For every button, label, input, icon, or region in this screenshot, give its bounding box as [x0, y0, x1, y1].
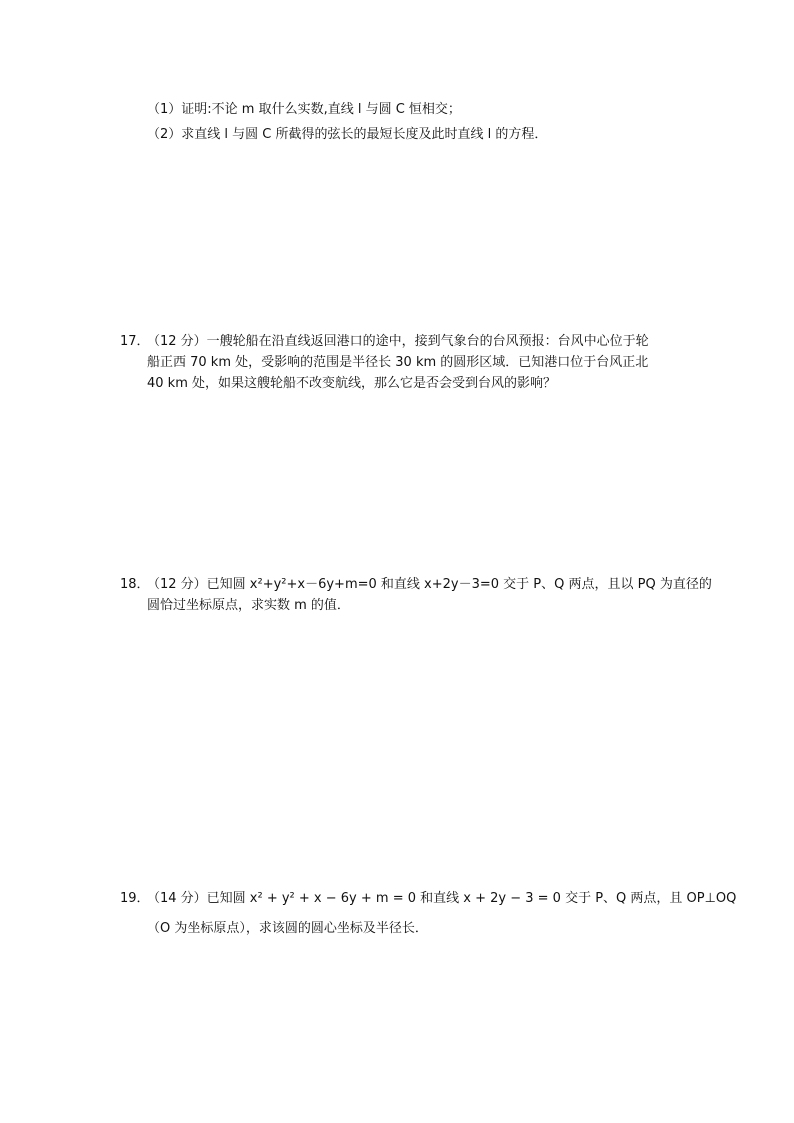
- q19-line2: （O 为坐标原点），求该圆的圆心坐标及半径长．: [147, 921, 428, 936]
- q17-number: 17．: [120, 334, 150, 349]
- q17-line1: （12 分）一艘轮船在沿直线返回港口的途中，接到气象台的台风预报：台风中心位于轮: [147, 334, 649, 349]
- q17-line2: 船正西 70 km 处，受影响的范围是半径长 30 km 的圆形区域．已知港口位于台风正北: [147, 355, 649, 370]
- q18-line1: （12 分）已知圆 x²+y²+x－6y+m=0 和直线 x+2y－3=0 交于 P、Q 两点，且以 PQ 为直径的: [147, 577, 712, 592]
- q19-number: 19．: [120, 891, 150, 906]
- q16-part1: （1）证明:不论 m 取什么实数,直线 l 与圆 C 恒相交；: [147, 102, 461, 117]
- q17-line3: 40 km 处，如果这艘轮船不改变航线，那么它是否会受到台风的影响？: [147, 376, 556, 391]
- q18-number: 18．: [120, 577, 150, 592]
- q19-line1: （14 分）已知圆 x² + y² + x − 6y + m = 0 和直线 x + 2y − 3 = 0 交于 P、Q 两点，且 OP⊥OQ: [147, 891, 737, 906]
- q18-line2: 圆恰过坐标原点，求实数 m 的值．: [147, 598, 350, 613]
- q16-part2: （2）求直线 l 与圆 C 所截得的弦长的最短长度及此时直线 l 的方程．: [147, 127, 548, 142]
